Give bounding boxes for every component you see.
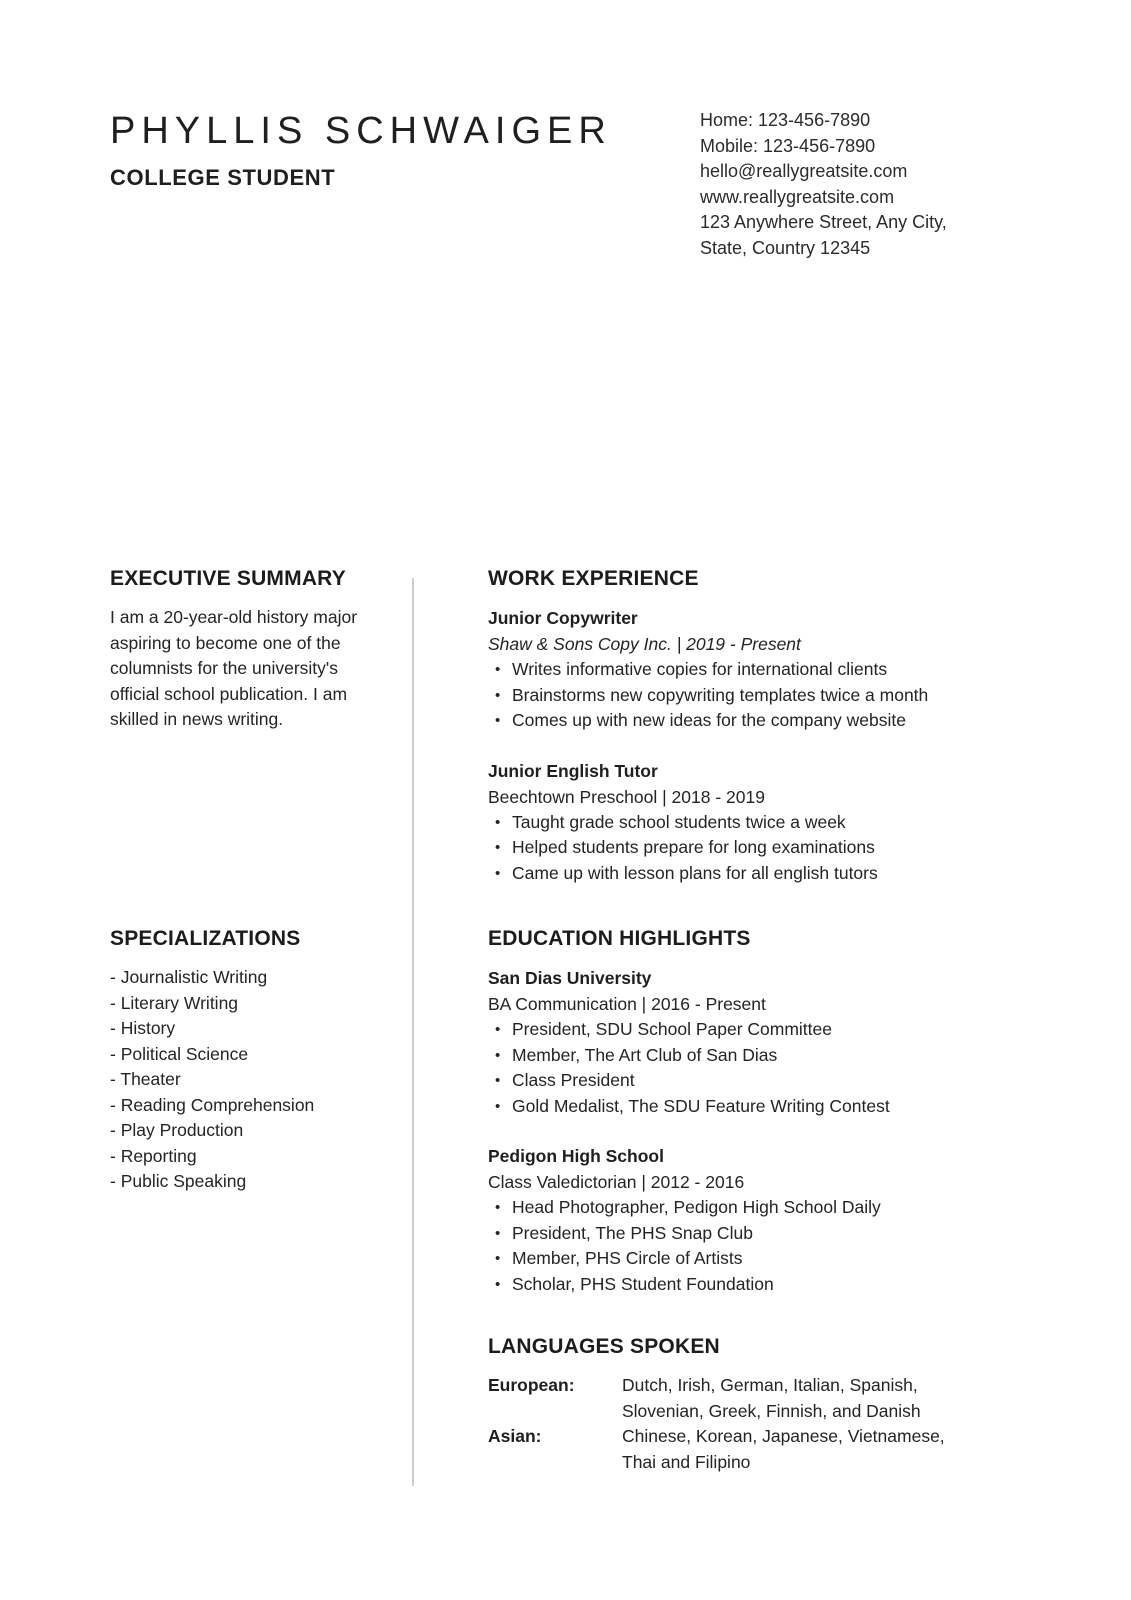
summary-paragraph: I am a 20-year-old history major aspiring to become one of the columnists for the university's official school publication. I am skilled in news writing. (110, 607, 358, 729)
contact-line-mobile-phone: Mobile: 123-456-7890 (700, 135, 876, 156)
school-subtitle: BA Communication | 2016 - Present (488, 994, 766, 1014)
bullet-icon: • (495, 1072, 501, 1089)
bullet-item (488, 683, 1008, 709)
bullet-text: Brainstorms new copywriting templates twice a month (512, 684, 929, 705)
contact-line-address-2: State, Country 12345 (700, 237, 871, 258)
bullet-icon: • (495, 839, 501, 856)
school-title: Pedigon High School (488, 1146, 664, 1166)
school-entry (488, 965, 1008, 1119)
bullet-item (488, 1094, 1008, 1120)
school-entry (488, 1143, 1008, 1297)
bullet-icon: • (495, 1199, 501, 1216)
bullet-text: President, SDU School Paper Committee (512, 1019, 832, 1039)
bullet-item (488, 1221, 1008, 1247)
role-subtitle: COLLEGE STUDENT (110, 165, 336, 190)
specialization-item: - History (110, 1018, 176, 1038)
bullet-text: Taught grade school students twice a week (512, 811, 846, 832)
bullet-icon: • (495, 864, 501, 882)
language-row (488, 1373, 1008, 1424)
language-label: European: (488, 1375, 575, 1395)
bullet-text: Class President (512, 1070, 635, 1090)
language-value: Dutch, Irish, German, Italian, Spanish, Slovenian, Greek, Finnish, and Danish (622, 1375, 921, 1421)
contact-line-website: www.reallygreatsite.com (700, 186, 895, 207)
section-executive-summary (110, 565, 372, 733)
specialization-item: - Political Science (110, 1043, 249, 1064)
bullet-item (488, 835, 1008, 861)
contact-block (700, 108, 1000, 261)
job-entry (488, 605, 1008, 734)
bullet-icon: • (495, 813, 501, 831)
bullet-text: Came up with lesson plans for all english tutors (512, 862, 878, 883)
job-subtitle: Beechtown Preschool | 2018 - 2019 (488, 786, 765, 807)
specialization-item: - Public Speaking (110, 1171, 247, 1191)
bullet-text: Writes informative copies for international clients (512, 659, 888, 679)
column-divider (412, 578, 414, 1486)
job-title: Junior Copywriter (488, 608, 638, 628)
job-title: Junior English Tutor (488, 760, 658, 781)
contact-line-home-phone: Home: 123-456-7890 (700, 110, 871, 130)
bullet-icon: • (495, 686, 501, 704)
bullet-icon: • (495, 1224, 501, 1242)
school-title: San Dias University (488, 968, 652, 988)
specialization-item: - Journalistic Writing (110, 967, 268, 987)
contact-line-email: hello@reallygreatsite.com (700, 161, 908, 181)
specialization-item: - Reading Comprehension (110, 1094, 315, 1115)
name-heading: PHYLLIS SCHWAIGER (110, 110, 612, 152)
bullet-item (488, 810, 1008, 836)
specialization-item: - Reporting (110, 1145, 197, 1166)
bullet-icon: • (495, 1021, 501, 1038)
bullet-icon: • (495, 1250, 501, 1267)
section-education-highlights (488, 925, 1008, 1297)
language-label: Asian: (488, 1426, 542, 1446)
section-specializations (110, 925, 390, 1195)
bullet-item (488, 861, 1008, 887)
bullet-text: President, The PHS Snap Club (512, 1222, 753, 1243)
bullet-item (488, 708, 1008, 734)
specializations-heading: SPECIALIZATIONS (110, 927, 301, 950)
bullet-text: Head Photographer, Pedigon High School Daily (512, 1197, 881, 1217)
bullet-text: Helped students prepare for long examinations (512, 837, 875, 857)
job-subtitle: Shaw & Sons Copy Inc. | 2019 - Present (488, 634, 801, 654)
contact-line-address-1: 123 Anywhere Street, Any City, (700, 212, 947, 232)
work-experience-heading: WORK EXPERIENCE (488, 567, 699, 590)
specialization-item: - Play Production (110, 1120, 244, 1140)
bullet-item (488, 1068, 1008, 1094)
specialization-item: - Literary Writing (110, 992, 239, 1013)
section-languages-spoken (488, 1333, 1008, 1475)
job-entry (488, 758, 1008, 887)
education-heading: EDUCATION HIGHLIGHTS (488, 927, 751, 950)
school-subtitle: Class Valedictorian | 2012 - 2016 (488, 1172, 745, 1192)
bullet-icon: • (495, 1097, 501, 1115)
language-value: Chinese, Korean, Japanese, Vietnamese, Thai and Filipino (622, 1426, 945, 1472)
bullet-icon: • (495, 661, 501, 678)
bullet-text: Scholar, PHS Student Foundation (512, 1273, 774, 1294)
languages-heading: LANGUAGES SPOKEN (488, 1335, 720, 1358)
bullet-item (488, 1272, 1008, 1298)
bullet-text: Gold Medalist, The SDU Feature Writing Contest (512, 1095, 890, 1116)
bullet-item (488, 1246, 1008, 1272)
language-row (488, 1424, 1008, 1475)
bullet-item (488, 1017, 1008, 1043)
bullet-icon: • (495, 1046, 501, 1064)
bullet-text: Comes up with new ideas for the company website (512, 710, 906, 730)
bullet-item (488, 657, 1008, 683)
bullet-text: Member, PHS Circle of Artists (512, 1248, 743, 1268)
bullet-item (488, 1195, 1008, 1221)
bullet-icon: • (495, 712, 501, 729)
executive-summary-heading: EXECUTIVE SUMMARY (110, 567, 346, 590)
bullet-text: Member, The Art Club of San Dias (512, 1044, 778, 1065)
specialization-item: - Theater (110, 1069, 181, 1089)
bullet-icon: • (495, 1275, 501, 1293)
bullet-item (488, 1043, 1008, 1069)
section-work-experience (488, 565, 1008, 886)
